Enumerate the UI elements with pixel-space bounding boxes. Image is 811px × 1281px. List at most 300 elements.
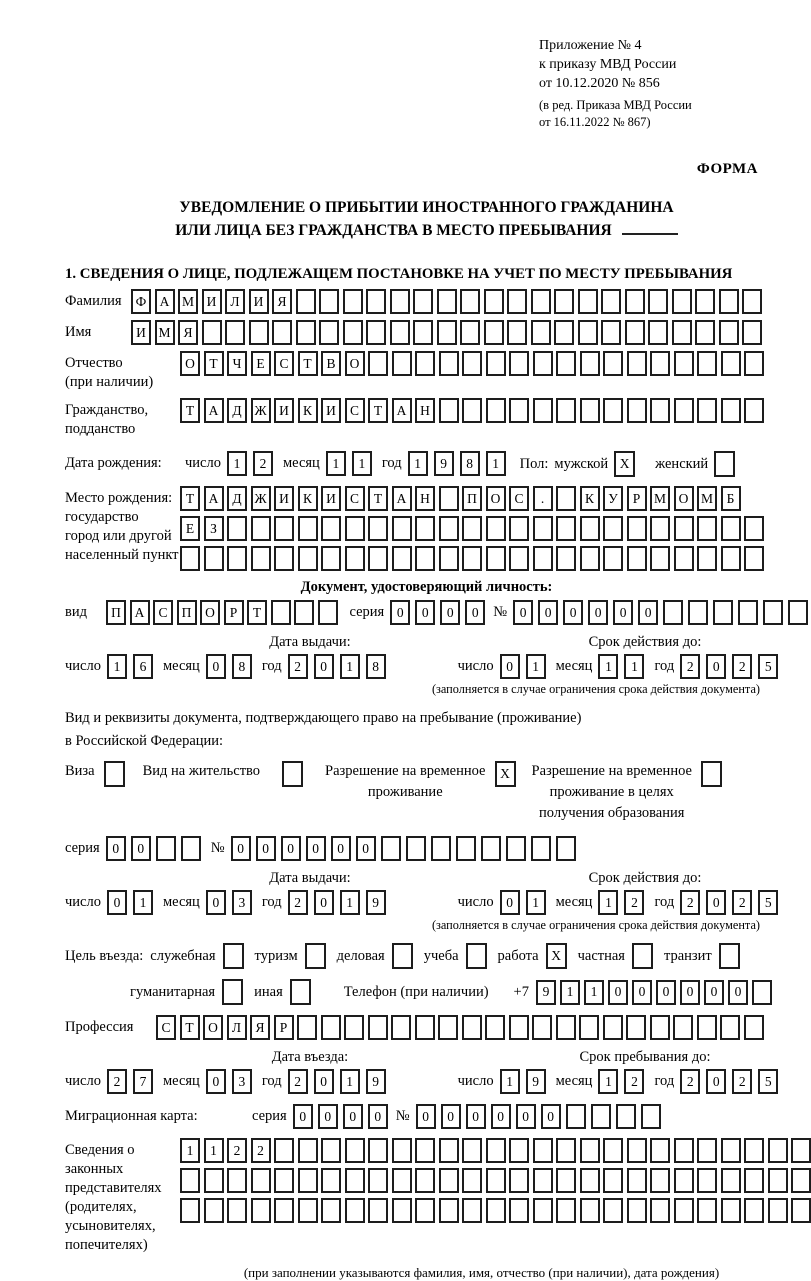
char-box[interactable]: С bbox=[156, 1015, 176, 1040]
char-box[interactable] bbox=[674, 516, 694, 541]
char-box[interactable] bbox=[431, 836, 451, 861]
char-box[interactable]: А bbox=[130, 600, 150, 625]
purpose-humanitarian-checkbox[interactable] bbox=[222, 979, 243, 1005]
char-box[interactable] bbox=[368, 1138, 388, 1163]
char-box[interactable] bbox=[650, 516, 670, 541]
char-box[interactable]: О bbox=[674, 486, 694, 511]
char-box[interactable] bbox=[627, 351, 647, 376]
char-box[interactable] bbox=[180, 1198, 200, 1223]
char-box[interactable] bbox=[486, 398, 506, 423]
char-box[interactable] bbox=[345, 546, 365, 571]
char-box[interactable] bbox=[509, 1138, 529, 1163]
char-box[interactable] bbox=[616, 1104, 636, 1129]
char-box[interactable]: 5 bbox=[758, 1069, 778, 1094]
char-box[interactable] bbox=[650, 546, 670, 571]
char-box[interactable]: 1 bbox=[326, 451, 346, 476]
char-box[interactable] bbox=[484, 289, 504, 314]
char-box[interactable]: 0 bbox=[613, 600, 633, 625]
char-box[interactable] bbox=[392, 1198, 412, 1223]
char-box[interactable] bbox=[251, 516, 271, 541]
char-box[interactable] bbox=[321, 516, 341, 541]
char-box[interactable] bbox=[601, 289, 621, 314]
char-box[interactable] bbox=[345, 1138, 365, 1163]
char-box[interactable]: И bbox=[321, 398, 341, 423]
purpose-private-checkbox[interactable] bbox=[632, 943, 653, 969]
char-box[interactable]: 3 bbox=[232, 890, 252, 915]
char-box[interactable] bbox=[721, 1138, 741, 1163]
char-box[interactable]: 0 bbox=[704, 980, 724, 1005]
char-box[interactable] bbox=[674, 1168, 694, 1193]
char-box[interactable] bbox=[485, 1015, 505, 1040]
char-box[interactable]: 1 bbox=[408, 451, 428, 476]
char-box[interactable] bbox=[603, 351, 623, 376]
char-box[interactable] bbox=[462, 1015, 482, 1040]
char-box[interactable] bbox=[437, 289, 457, 314]
char-box[interactable] bbox=[744, 1138, 764, 1163]
char-box[interactable] bbox=[533, 1168, 553, 1193]
char-box[interactable] bbox=[672, 320, 692, 345]
char-box[interactable] bbox=[439, 486, 459, 511]
char-box[interactable]: 2 bbox=[624, 1069, 644, 1094]
char-box[interactable]: 0 bbox=[706, 654, 726, 679]
char-box[interactable] bbox=[321, 1198, 341, 1223]
char-box[interactable] bbox=[719, 320, 739, 345]
char-box[interactable] bbox=[507, 289, 527, 314]
char-box[interactable]: Н bbox=[415, 398, 435, 423]
char-box[interactable] bbox=[720, 1015, 740, 1040]
char-box[interactable]: 0 bbox=[106, 836, 126, 861]
char-box[interactable] bbox=[791, 1198, 811, 1223]
char-box[interactable]: 0 bbox=[256, 836, 276, 861]
char-box[interactable]: 0 bbox=[107, 890, 127, 915]
char-box[interactable]: 0 bbox=[390, 600, 410, 625]
char-box[interactable]: З bbox=[204, 516, 224, 541]
char-box[interactable]: 0 bbox=[680, 980, 700, 1005]
char-box[interactable] bbox=[392, 1168, 412, 1193]
char-box[interactable] bbox=[296, 289, 316, 314]
char-box[interactable]: X bbox=[495, 761, 516, 787]
char-box[interactable]: И bbox=[249, 289, 269, 314]
char-box[interactable] bbox=[204, 546, 224, 571]
char-box[interactable]: Р bbox=[274, 1015, 294, 1040]
char-box[interactable] bbox=[462, 1198, 482, 1223]
char-box[interactable] bbox=[227, 1198, 247, 1223]
char-box[interactable]: X bbox=[614, 451, 635, 477]
char-box[interactable] bbox=[672, 289, 692, 314]
char-box[interactable]: И bbox=[274, 486, 294, 511]
char-box[interactable]: Р bbox=[224, 600, 244, 625]
char-box[interactable] bbox=[319, 289, 339, 314]
char-box[interactable]: 0 bbox=[632, 980, 652, 1005]
char-box[interactable] bbox=[697, 351, 717, 376]
char-box[interactable] bbox=[368, 546, 388, 571]
char-box[interactable] bbox=[768, 1138, 788, 1163]
char-box[interactable] bbox=[721, 516, 741, 541]
char-box[interactable]: 1 bbox=[598, 1069, 618, 1094]
char-box[interactable]: И bbox=[131, 320, 151, 345]
char-box[interactable]: 0 bbox=[343, 1104, 363, 1129]
char-box[interactable] bbox=[506, 836, 526, 861]
char-box[interactable]: 1 bbox=[180, 1138, 200, 1163]
char-box[interactable]: 0 bbox=[206, 1069, 226, 1094]
char-box[interactable] bbox=[415, 1168, 435, 1193]
char-box[interactable]: 0 bbox=[206, 890, 226, 915]
char-box[interactable] bbox=[227, 516, 247, 541]
char-box[interactable] bbox=[484, 320, 504, 345]
char-box[interactable] bbox=[695, 320, 715, 345]
char-box[interactable] bbox=[509, 516, 529, 541]
char-box[interactable] bbox=[466, 943, 487, 969]
char-box[interactable] bbox=[580, 516, 600, 541]
char-box[interactable]: Л bbox=[227, 1015, 247, 1040]
char-box[interactable] bbox=[556, 486, 576, 511]
char-box[interactable] bbox=[674, 1138, 694, 1163]
char-box[interactable] bbox=[791, 1168, 811, 1193]
char-box[interactable] bbox=[486, 546, 506, 571]
char-box[interactable] bbox=[321, 1168, 341, 1193]
char-box[interactable]: 8 bbox=[366, 654, 386, 679]
char-box[interactable] bbox=[415, 1138, 435, 1163]
char-box[interactable]: 0 bbox=[440, 600, 460, 625]
char-box[interactable] bbox=[366, 289, 386, 314]
char-box[interactable] bbox=[566, 1104, 586, 1129]
char-box[interactable]: 0 bbox=[638, 600, 658, 625]
char-box[interactable] bbox=[344, 1015, 364, 1040]
char-box[interactable] bbox=[719, 943, 740, 969]
char-box[interactable]: П bbox=[462, 486, 482, 511]
purpose-work-checkbox[interactable] bbox=[546, 943, 567, 969]
char-box[interactable]: 9 bbox=[526, 1069, 546, 1094]
char-box[interactable] bbox=[556, 1198, 576, 1223]
char-box[interactable] bbox=[697, 1138, 717, 1163]
sex-female-checkbox[interactable] bbox=[714, 451, 735, 477]
char-box[interactable] bbox=[271, 600, 291, 625]
char-box[interactable] bbox=[721, 1198, 741, 1223]
char-box[interactable] bbox=[180, 546, 200, 571]
char-box[interactable] bbox=[104, 761, 125, 787]
char-box[interactable] bbox=[721, 1168, 741, 1193]
char-box[interactable]: 2 bbox=[680, 654, 700, 679]
char-box[interactable] bbox=[392, 516, 412, 541]
char-box[interactable] bbox=[532, 1015, 552, 1040]
char-box[interactable] bbox=[509, 546, 529, 571]
char-box[interactable] bbox=[366, 320, 386, 345]
char-box[interactable] bbox=[343, 320, 363, 345]
char-box[interactable]: А bbox=[204, 398, 224, 423]
char-box[interactable]: 0 bbox=[206, 654, 226, 679]
char-box[interactable] bbox=[626, 1015, 646, 1040]
char-box[interactable] bbox=[439, 516, 459, 541]
char-box[interactable] bbox=[486, 1168, 506, 1193]
char-box[interactable]: 1 bbox=[340, 890, 360, 915]
char-box[interactable]: 0 bbox=[314, 890, 334, 915]
char-box[interactable] bbox=[298, 546, 318, 571]
char-box[interactable]: 2 bbox=[288, 1069, 308, 1094]
char-box[interactable] bbox=[603, 516, 623, 541]
char-box[interactable] bbox=[486, 516, 506, 541]
char-box[interactable]: 0 bbox=[541, 1104, 561, 1129]
char-box[interactable] bbox=[697, 398, 717, 423]
char-box[interactable] bbox=[509, 351, 529, 376]
char-box[interactable]: О bbox=[180, 351, 200, 376]
char-box[interactable]: 0 bbox=[314, 1069, 334, 1094]
char-box[interactable]: 0 bbox=[306, 836, 326, 861]
char-box[interactable] bbox=[227, 546, 247, 571]
char-box[interactable] bbox=[392, 351, 412, 376]
char-box[interactable] bbox=[554, 320, 574, 345]
char-box[interactable]: У bbox=[603, 486, 623, 511]
char-box[interactable] bbox=[227, 1168, 247, 1193]
char-box[interactable] bbox=[742, 289, 762, 314]
char-box[interactable]: 2 bbox=[288, 654, 308, 679]
char-box[interactable]: Е bbox=[251, 351, 271, 376]
char-box[interactable] bbox=[752, 980, 772, 1005]
char-box[interactable] bbox=[462, 1138, 482, 1163]
char-box[interactable] bbox=[462, 398, 482, 423]
char-box[interactable]: 2 bbox=[680, 1069, 700, 1094]
char-box[interactable]: Ч bbox=[227, 351, 247, 376]
char-box[interactable] bbox=[697, 546, 717, 571]
char-box[interactable] bbox=[580, 1168, 600, 1193]
char-box[interactable]: 0 bbox=[314, 654, 334, 679]
char-box[interactable] bbox=[719, 289, 739, 314]
char-box[interactable] bbox=[701, 761, 722, 787]
char-box[interactable] bbox=[321, 546, 341, 571]
char-box[interactable]: 9 bbox=[366, 1069, 386, 1094]
char-box[interactable] bbox=[368, 351, 388, 376]
char-box[interactable] bbox=[721, 398, 741, 423]
sex-male-checkbox[interactable] bbox=[614, 451, 635, 477]
char-box[interactable]: 0 bbox=[231, 836, 251, 861]
char-box[interactable] bbox=[603, 1015, 623, 1040]
char-box[interactable] bbox=[742, 320, 762, 345]
char-box[interactable] bbox=[439, 398, 459, 423]
char-box[interactable] bbox=[462, 546, 482, 571]
char-box[interactable]: Я bbox=[272, 289, 292, 314]
char-box[interactable] bbox=[713, 600, 733, 625]
char-box[interactable]: 1 bbox=[107, 654, 127, 679]
char-box[interactable]: М bbox=[697, 486, 717, 511]
char-box[interactable] bbox=[533, 516, 553, 541]
char-box[interactable] bbox=[556, 1015, 576, 1040]
char-box[interactable] bbox=[591, 1104, 611, 1129]
char-box[interactable] bbox=[556, 1138, 576, 1163]
char-box[interactable]: Н bbox=[415, 486, 435, 511]
char-box[interactable] bbox=[298, 516, 318, 541]
char-box[interactable]: 9 bbox=[366, 890, 386, 915]
char-box[interactable]: И bbox=[321, 486, 341, 511]
char-box[interactable] bbox=[580, 546, 600, 571]
char-box[interactable] bbox=[627, 1198, 647, 1223]
char-box[interactable] bbox=[714, 451, 735, 477]
char-box[interactable]: 1 bbox=[340, 1069, 360, 1094]
char-box[interactable]: 0 bbox=[516, 1104, 536, 1129]
char-box[interactable]: Т bbox=[180, 1015, 200, 1040]
char-box[interactable] bbox=[391, 1015, 411, 1040]
char-box[interactable]: 1 bbox=[340, 654, 360, 679]
char-box[interactable]: Е bbox=[180, 516, 200, 541]
char-box[interactable]: 2 bbox=[107, 1069, 127, 1094]
char-box[interactable] bbox=[648, 289, 668, 314]
char-box[interactable] bbox=[627, 1168, 647, 1193]
char-box[interactable]: X bbox=[546, 943, 567, 969]
char-box[interactable]: Ж bbox=[251, 398, 271, 423]
char-box[interactable] bbox=[251, 1168, 271, 1193]
char-box[interactable]: 0 bbox=[466, 1104, 486, 1129]
char-box[interactable] bbox=[156, 836, 176, 861]
char-box[interactable] bbox=[531, 836, 551, 861]
char-box[interactable]: 0 bbox=[465, 600, 485, 625]
char-box[interactable] bbox=[580, 351, 600, 376]
char-box[interactable] bbox=[180, 1168, 200, 1193]
char-box[interactable] bbox=[345, 516, 365, 541]
char-box[interactable] bbox=[368, 1015, 388, 1040]
char-box[interactable]: О bbox=[203, 1015, 223, 1040]
char-box[interactable] bbox=[282, 761, 303, 787]
char-box[interactable]: 0 bbox=[706, 1069, 726, 1094]
char-box[interactable] bbox=[439, 1168, 459, 1193]
char-box[interactable]: А bbox=[392, 486, 412, 511]
char-box[interactable]: 0 bbox=[500, 654, 520, 679]
char-box[interactable] bbox=[222, 979, 243, 1005]
char-box[interactable]: 0 bbox=[608, 980, 628, 1005]
char-box[interactable]: 2 bbox=[624, 890, 644, 915]
char-box[interactable]: Т bbox=[204, 351, 224, 376]
char-box[interactable]: 1 bbox=[204, 1138, 224, 1163]
char-box[interactable] bbox=[390, 320, 410, 345]
char-box[interactable]: 0 bbox=[293, 1104, 313, 1129]
char-box[interactable] bbox=[392, 943, 413, 969]
char-box[interactable] bbox=[462, 351, 482, 376]
char-box[interactable]: 2 bbox=[732, 1069, 752, 1094]
char-box[interactable] bbox=[415, 516, 435, 541]
char-box[interactable]: С bbox=[274, 351, 294, 376]
char-box[interactable] bbox=[439, 546, 459, 571]
char-box[interactable]: 0 bbox=[416, 1104, 436, 1129]
char-box[interactable]: 0 bbox=[728, 980, 748, 1005]
char-box[interactable] bbox=[298, 1168, 318, 1193]
char-box[interactable]: С bbox=[345, 486, 365, 511]
char-box[interactable] bbox=[462, 1168, 482, 1193]
char-box[interactable] bbox=[533, 398, 553, 423]
char-box[interactable]: П bbox=[106, 600, 126, 625]
char-box[interactable] bbox=[578, 289, 598, 314]
char-box[interactable] bbox=[788, 600, 808, 625]
char-box[interactable] bbox=[204, 1168, 224, 1193]
char-box[interactable]: . bbox=[533, 486, 553, 511]
char-box[interactable] bbox=[298, 1198, 318, 1223]
char-box[interactable] bbox=[580, 398, 600, 423]
char-box[interactable]: 0 bbox=[563, 600, 583, 625]
char-box[interactable]: 2 bbox=[732, 654, 752, 679]
char-box[interactable] bbox=[345, 1168, 365, 1193]
char-box[interactable]: С bbox=[153, 600, 173, 625]
char-box[interactable]: 1 bbox=[598, 890, 618, 915]
char-box[interactable]: Ф bbox=[131, 289, 151, 314]
char-box[interactable]: 0 bbox=[281, 836, 301, 861]
char-box[interactable] bbox=[697, 516, 717, 541]
char-box[interactable]: О bbox=[345, 351, 365, 376]
char-box[interactable] bbox=[225, 320, 245, 345]
char-box[interactable] bbox=[627, 516, 647, 541]
char-box[interactable] bbox=[272, 320, 292, 345]
char-box[interactable] bbox=[321, 1138, 341, 1163]
char-box[interactable]: 1 bbox=[560, 980, 580, 1005]
char-box[interactable]: 8 bbox=[232, 654, 252, 679]
char-box[interactable]: М bbox=[155, 320, 175, 345]
char-box[interactable]: Р bbox=[627, 486, 647, 511]
char-box[interactable]: 5 bbox=[758, 654, 778, 679]
char-box[interactable]: Я bbox=[250, 1015, 270, 1040]
char-box[interactable] bbox=[274, 1138, 294, 1163]
char-box[interactable]: 0 bbox=[331, 836, 351, 861]
char-box[interactable]: 1 bbox=[352, 451, 372, 476]
char-box[interactable] bbox=[580, 1138, 600, 1163]
char-box[interactable] bbox=[274, 1168, 294, 1193]
char-box[interactable] bbox=[413, 289, 433, 314]
char-box[interactable] bbox=[274, 516, 294, 541]
char-box[interactable] bbox=[390, 289, 410, 314]
char-box[interactable]: Т bbox=[298, 351, 318, 376]
char-box[interactable] bbox=[650, 398, 670, 423]
char-box[interactable] bbox=[249, 320, 269, 345]
char-box[interactable] bbox=[768, 1168, 788, 1193]
char-box[interactable] bbox=[439, 1138, 459, 1163]
char-box[interactable] bbox=[738, 600, 758, 625]
char-box[interactable] bbox=[368, 1198, 388, 1223]
char-box[interactable] bbox=[509, 398, 529, 423]
char-box[interactable] bbox=[202, 320, 222, 345]
char-box[interactable]: 2 bbox=[251, 1138, 271, 1163]
char-box[interactable] bbox=[531, 289, 551, 314]
char-box[interactable] bbox=[603, 398, 623, 423]
char-box[interactable]: П bbox=[177, 600, 197, 625]
char-box[interactable] bbox=[415, 1198, 435, 1223]
char-box[interactable]: 0 bbox=[131, 836, 151, 861]
char-box[interactable] bbox=[415, 351, 435, 376]
char-box[interactable] bbox=[439, 1198, 459, 1223]
char-box[interactable] bbox=[531, 320, 551, 345]
char-box[interactable] bbox=[251, 1198, 271, 1223]
char-box[interactable]: 1 bbox=[526, 890, 546, 915]
char-box[interactable] bbox=[368, 1168, 388, 1193]
char-box[interactable] bbox=[663, 600, 683, 625]
char-box[interactable] bbox=[556, 546, 576, 571]
char-box[interactable]: 0 bbox=[491, 1104, 511, 1129]
char-box[interactable] bbox=[294, 600, 314, 625]
char-box[interactable] bbox=[627, 398, 647, 423]
char-box[interactable] bbox=[556, 516, 576, 541]
char-box[interactable] bbox=[413, 320, 433, 345]
char-box[interactable]: М bbox=[178, 289, 198, 314]
char-box[interactable] bbox=[603, 1198, 623, 1223]
char-box[interactable] bbox=[343, 289, 363, 314]
char-box[interactable] bbox=[486, 1198, 506, 1223]
char-box[interactable]: Т bbox=[368, 398, 388, 423]
char-box[interactable] bbox=[460, 320, 480, 345]
char-box[interactable]: 5 bbox=[758, 890, 778, 915]
char-box[interactable] bbox=[305, 943, 326, 969]
char-box[interactable] bbox=[368, 516, 388, 541]
char-box[interactable]: 1 bbox=[500, 1069, 520, 1094]
char-box[interactable] bbox=[603, 546, 623, 571]
purpose-official-checkbox[interactable] bbox=[223, 943, 244, 969]
char-box[interactable] bbox=[415, 1015, 435, 1040]
char-box[interactable]: 0 bbox=[500, 890, 520, 915]
char-box[interactable]: И bbox=[274, 398, 294, 423]
char-box[interactable] bbox=[381, 836, 401, 861]
char-box[interactable] bbox=[744, 1015, 764, 1040]
